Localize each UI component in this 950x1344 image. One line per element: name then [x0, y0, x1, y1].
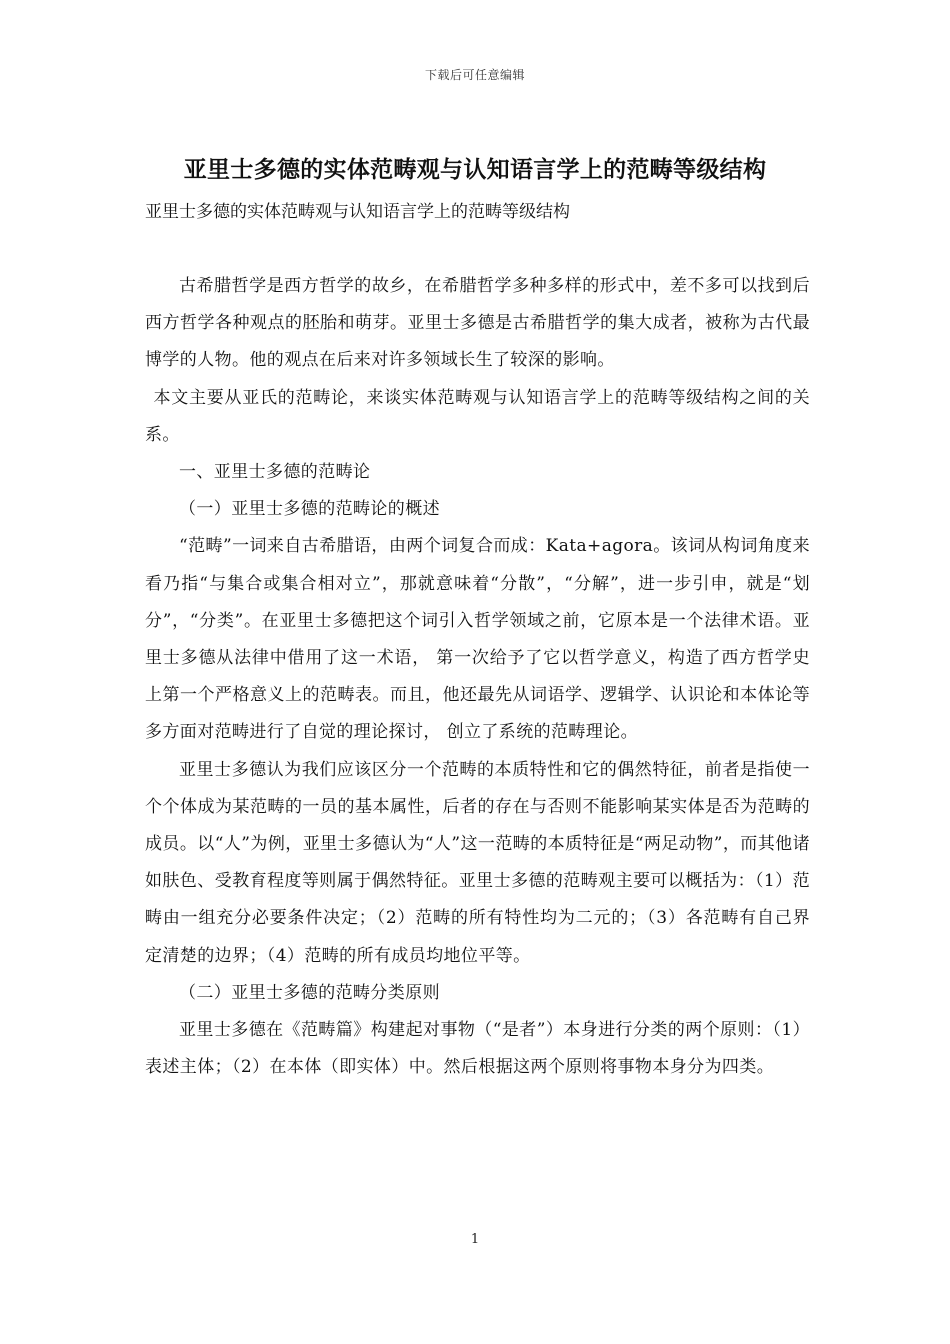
document-subtitle: 亚里士多德的实体范畴观与认知语言学上的范畴等级结构 — [145, 202, 570, 222]
paragraph-category-origin: “范畴”一词来自古希腊语，由两个词复合而成：Kata+agora。该词从构词角度来看乃指“与集合或集合相对立”，那就意味着“分散”，“分解”，进一步引申，就是“划分”，“分类”。在亚里士多德把这个词引入哲学领域之前，它原本是一个法律术语。亚里士多德从法律中借用了这一术语， 第一次给予了它以哲学意义，构造了西方哲学史上第一个严格意义上的范畴表。而且，他还最先从词语学、逻辑学、认识论和本体论等多方面对范畴进行了自觉的理论探讨， 创立了系统的范畴理论。 — [145, 536, 810, 743]
section-heading-1: 一、亚里士多德的范畴论 — [179, 462, 371, 483]
paragraph-category-features: 亚里士多德认为我们应该区分一个范畴的本质特性和它的偶然特征，前者是指使一个个体成为某范畴的一员的基本属性，后者的存在与否则不能影响某实体是否为范畴的成员。以“人”为例，亚里士多德认为“人”这一范畴的本质特征是“两足动物”，而其他诸如肤色、受教育程度等则属于偶然特征。亚里士多德的范畴观主要可以概括为：（1）范畴由一组充分必要条件决定；（2）范畴的所有特性均为二元的；（3）各范畴有自己界定清楚的边界；（4）范畴的所有成员均地位平等。 — [145, 759, 810, 966]
paragraph-intro: 古希腊哲学是西方哲学的故乡，在希腊哲学多种多样的形式中，差不多可以找到后西方哲学各种观点的胚胎和萌芽。亚里士多德是古希腊哲学的集大成者，被称为古代最博学的人物。他的观点在后来对许多领域长生了较深的影响。 — [145, 276, 810, 371]
header-note: 下载后可任意编辑 — [424, 68, 525, 82]
subsection-heading-1: （一）亚里士多德的范畴论的概述 — [179, 499, 440, 520]
document-title: 亚里士多德的实体范畴观与认知语言学上的范畴等级结构 — [183, 156, 767, 183]
document-body — [145, 268, 810, 1086]
paragraph-purpose: 本文主要从亚氏的范畴论，来谈实体范畴观与认知语言学上的范畴等级结构之间的关系。 — [145, 387, 810, 445]
paragraph-classification: 亚里士多德在《范畴篇》构建起对事物（“是者”）本身进行分类的两个原则：（1）表述主体；（2）在本体（即实体）中。然后根据这两个原则将事物本身分为四类。 — [145, 1020, 810, 1078]
page-number: 1 — [470, 1232, 480, 1247]
subsection-heading-2: （二）亚里士多德的范畴分类原则 — [179, 982, 440, 1003]
